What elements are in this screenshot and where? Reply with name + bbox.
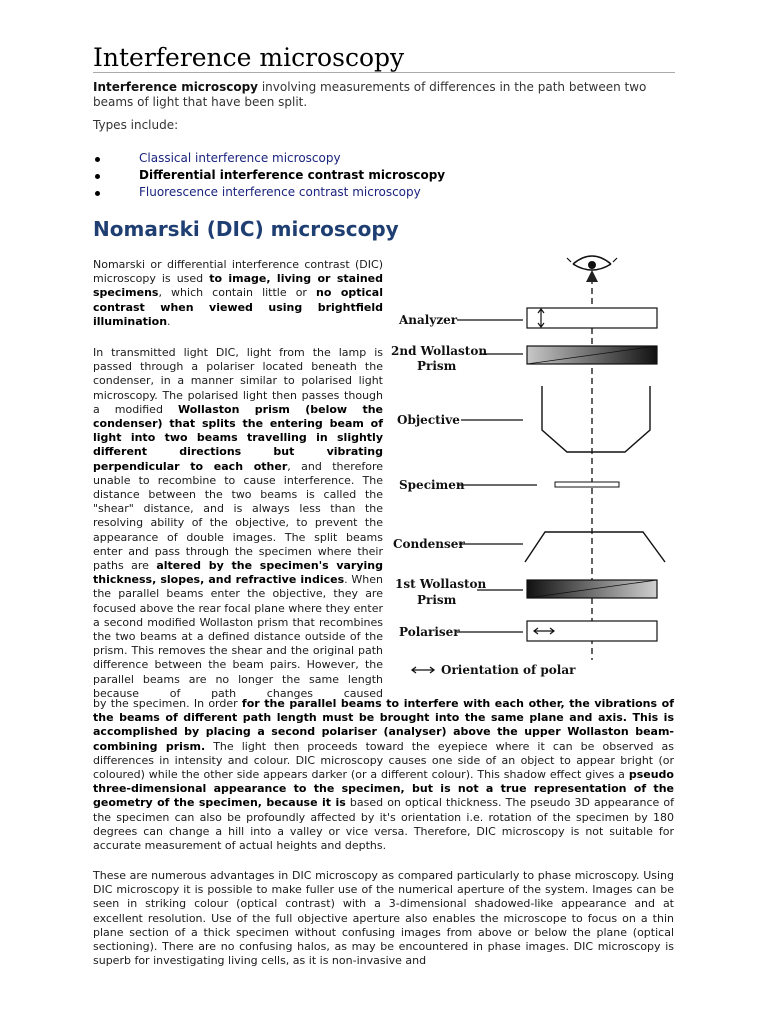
text-run: , and therefore unable to recombine to cause interference. The distance between the two beams is called the "shear" distance, and is always less than the resolving ability of the objective, to prevent the appearance of double images. The split beams enter and pass through the specimen where their paths are — [93, 459, 383, 573]
text-run-bold: no optical contrast when viewed using brightfield illumination — [93, 286, 383, 328]
text-run-bold: Wollaston prism (below the condenser) that splits the entering beam of light into two beams travelling in slightly different directions but vibrating perpendicular to each other — [93, 402, 383, 473]
legend-polar-arrow-icon — [412, 667, 434, 673]
bullet-icon — [95, 191, 100, 196]
bullet-icon — [95, 174, 100, 179]
title-divider — [93, 72, 675, 73]
paragraph-dic-intro — [93, 258, 383, 329]
bullet-icon — [95, 157, 100, 162]
types-list — [93, 150, 445, 201]
paragraph-advantages: These are numerous advantages in DIC microscopy as compared particularly to phase microscopy. Using DIC microscopy it is possible to make fuller use of the numerical aperture of the system. Images can be seen in striking colour (optical contrast) with a 3-dimensional shadowed-like appearance and at excellent resolution. Use of the full objective aperture also enables the microscope to focus on a thin plane section of a thick specimen without confusing images from above or below the plane (optical sectioning). There are no confusing halos, as may be encountered in phase images. DIC microscopy is superb for investigating living cells, as it is non-invasive and — [93, 869, 674, 968]
text-run-bold: to image, living or stained specimens — [93, 272, 384, 300]
paragraph-transmitted-light — [93, 346, 383, 701]
types-label: Types include: — [93, 118, 179, 132]
text-run-bold: altered by the specimen's varying thickness, slopes, and refractive indices — [93, 559, 384, 587]
text-run-bold: pseudo three-dimensional appearance to the specimen, but is not a true representation of the geometry of the specimen, because it is — [93, 768, 674, 810]
label-analyzer: Analyzer — [399, 313, 458, 327]
label-polariser: Polariser — [399, 625, 460, 639]
text-run: Nomarski or differential interference contrast (DIC) microscopy is used — [93, 258, 383, 286]
text-run: The light then proceeds toward the eyepiece where it can be observed as differences in intensity and colour. DIC microscopy causes one side of an object to appear bright (or coloured) while the other side appears darker (or a different colour). This shadow effect gives a — [93, 739, 674, 782]
label-objective: Objective — [397, 413, 460, 427]
types-list-item — [93, 167, 445, 184]
text-run-bold: for the parallel beams to interfere with each other, the vibrations of the beams of different path length must be brought into the same plane and axis. This is accomplished by placing a second polariser (analyser) above the upper Wollaston beam-combining prism. — [93, 697, 674, 753]
section-heading: Nomarski (DIC) microscopy — [93, 217, 399, 241]
label-specimen: Specimen — [399, 478, 465, 492]
paragraph-interference — [93, 697, 674, 853]
axis-arrowhead-icon — [586, 270, 598, 282]
eye-pupil — [588, 261, 596, 269]
text-run: In transmitted light DIC, light from the lamp is passed through a polariser located beneath the condenser, in a manner similar to polarised light microscopy. The polarised light then passes though a modified — [93, 346, 383, 416]
intro-text: involving measurements of differences in the path between two beams of light that have been split. — [93, 80, 647, 109]
link-fluorescence-interference[interactable]: Fluorescence interference contrast microscopy — [139, 185, 421, 199]
condenser-lens — [525, 532, 665, 562]
text-run: by the specimen. In order — [93, 697, 242, 710]
text-run: based on optical thickness. The pseudo 3D appearance of the specimen can also be profoundly affected by it's orientation i.e. rotation of the specimen by 180 degrees can change a hill into a valley or vice versa. Therefore, DIC microscopy is not suitable for accurate measurement of actual heights and depths. — [93, 796, 675, 853]
analyzer-element — [527, 308, 657, 328]
text-run: . When the parallel beams enter the objective, they are focused above the rear focal plane where they enter a second modified Wollaston prism that recombines the two beams at a defined distance outside of the prism. This removes the shear and the original path difference between the beam pairs. However, the parallel beams are no longer the same length because of path changes caused — [93, 573, 383, 700]
label-orientation-of-polar: Orientation of polar — [441, 663, 576, 677]
label-wollaston-2-line2: Prism — [417, 359, 457, 373]
objective-lens — [542, 386, 650, 452]
dic-optical-path-diagram — [385, 250, 685, 690]
page-title: Interference microscopy — [93, 43, 405, 72]
types-list-item — [93, 150, 445, 167]
link-classical-interference[interactable]: Classical interference microscopy — [139, 151, 341, 165]
types-list-item — [93, 184, 445, 201]
label-condenser: Condenser — [393, 537, 465, 551]
text-run: . — [167, 314, 171, 328]
intro-term: Interference microscopy — [93, 80, 258, 94]
intro-paragraph — [93, 80, 663, 110]
specimen-slide — [555, 482, 619, 487]
label-wollaston-1-line1: 1st Wollaston — [395, 577, 487, 591]
label-wollaston-2-line1: 2nd Wollaston — [391, 344, 488, 358]
text-run: , which contain little or — [158, 286, 317, 300]
label-wollaston-1-line2: Prism — [417, 593, 457, 607]
link-dic-current: Differential interference contrast microscopy — [139, 168, 446, 182]
